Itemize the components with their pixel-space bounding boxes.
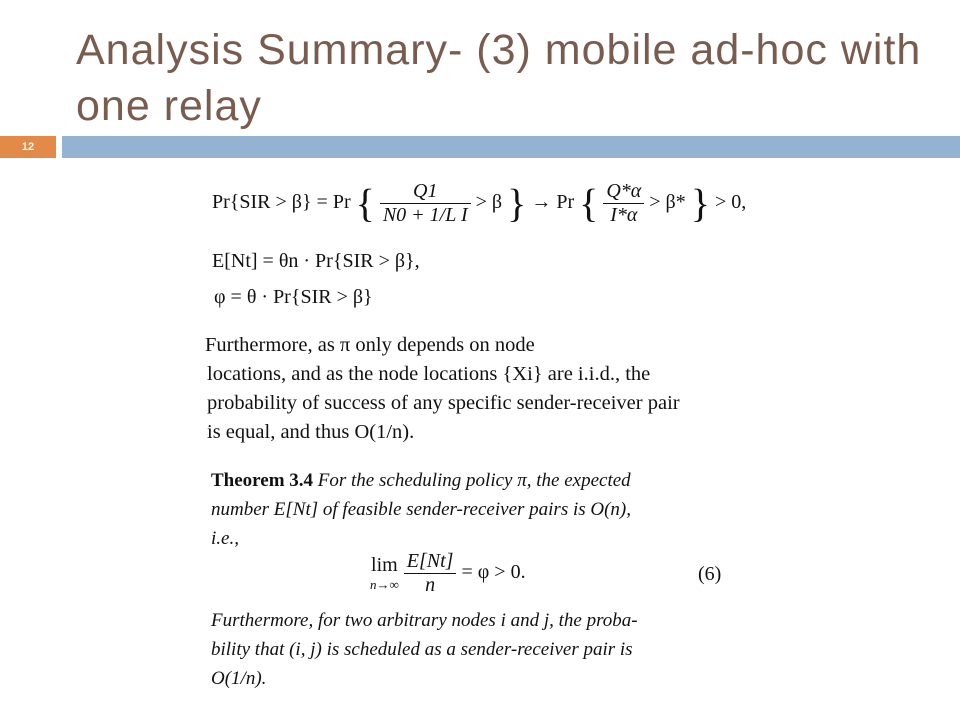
limit-equation — [370, 550, 526, 597]
theorem-after-line: O(1/n). — [211, 668, 267, 689]
paragraph-line: probability of success of any specific sender-receiver pair — [207, 392, 680, 414]
equation-1 — [212, 180, 746, 227]
eq1-brace-open: { — [355, 180, 375, 226]
paragraph-line: locations, and as the node locations {Xi} are i.i.d., the — [207, 363, 651, 385]
eq1-frac-numerator: Q1 — [380, 180, 471, 204]
theorem-line: number E[Nt] of feasible sender-receiver pairs is O(n), — [211, 499, 632, 520]
limit-denominator: n — [425, 574, 436, 596]
eq1-fraction-2 — [603, 180, 644, 227]
eq1-frac2-numerator: Q*α — [603, 180, 644, 204]
theorem-after-line: bility that (i, j) is scheduled as a sender-receiver pair is — [211, 639, 633, 660]
limit-numerator: E[Nt] — [404, 550, 457, 574]
theorem-line-1 — [211, 466, 631, 495]
eq1-frac2-denominator: I*α — [610, 204, 638, 226]
eq1-fraction — [380, 180, 471, 227]
eq1-brace-close: } — [507, 180, 527, 226]
theorem-line: i.e., — [211, 528, 239, 549]
theorem-label: Theorem 3.4 — [211, 470, 314, 491]
limit-rhs: = φ > 0. — [461, 561, 526, 584]
eq1-mid: > β — [475, 191, 503, 214]
eq1-tail: > 0, — [714, 191, 747, 214]
theorem-after-line: Furthermore, for two arbitrary nodes i and j, the proba- — [211, 610, 638, 631]
limit-lim: lim — [371, 554, 398, 576]
paragraph-line: Furthermore, as π only depends on node — [205, 334, 535, 356]
theorem-text: For the scheduling policy π, the expected — [317, 470, 631, 491]
equation-number: (6) — [698, 563, 722, 585]
eq1-brace2-open: { — [579, 180, 599, 226]
limit-fraction — [404, 550, 457, 597]
equation-3: φ = θ · Pr{SIR > β} — [214, 286, 373, 308]
limit-subscript: n→∞ — [370, 577, 399, 592]
equation-2: E[Nt] = θn · Pr{SIR > β}, — [212, 250, 420, 272]
paragraph-line: is equal, and thus O(1/n). — [207, 421, 415, 443]
eq1-rhs: > β* — [649, 191, 686, 214]
slide-number: 12 — [21, 141, 35, 153]
slide-title: Analysis Summary- (3) mobile ad-hoc with one relay — [76, 26, 922, 130]
limit-operator — [370, 554, 399, 593]
eq1-brace2-close: } — [690, 180, 710, 226]
eq1-frac-denominator: N0 + 1/L I — [382, 204, 468, 226]
eq1-arrow: → Pr — [531, 191, 575, 214]
eq1-lhs: Pr{SIR > β} = Pr — [212, 191, 351, 214]
